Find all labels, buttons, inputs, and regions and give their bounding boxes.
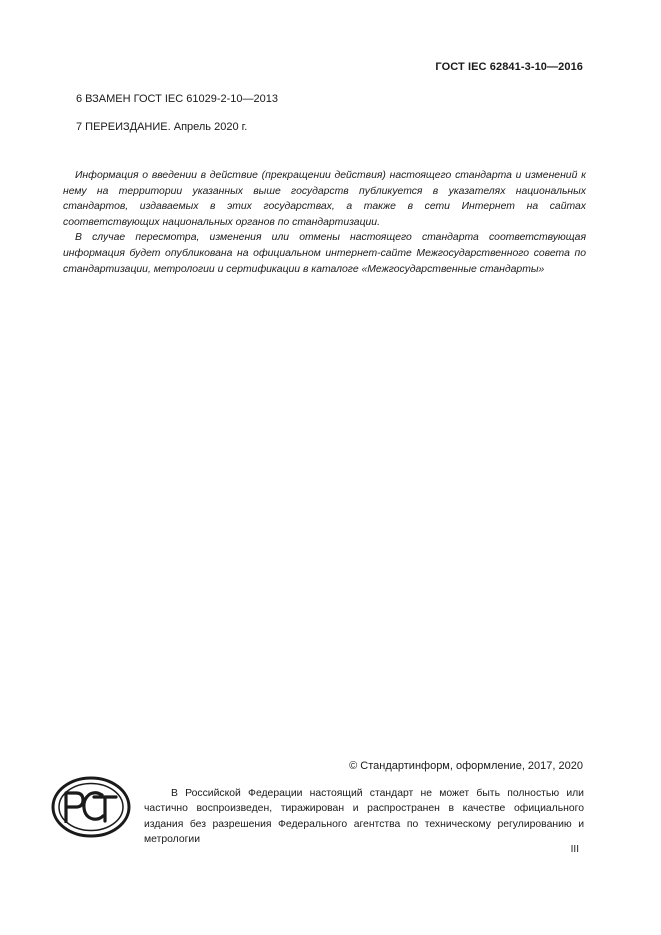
copyright-line: © Стандартинформ, оформление, 2017, 2020: [349, 760, 583, 772]
rights-paragraph: В Российской Федерации настоящий стандарт не может быть полностью или частично воспроизведен, тиражирован и распространен в качестве официального издания без разрешения Федерального агентства по техническому регулированию и метрологии: [144, 788, 584, 846]
notice-paragraph-1: Информация о введении в действие (прекращении действия) настоящего стандарта и изменений к нему на территории указанных выше государств публикуется в указателях национальных стандартов, издаваемых в этих государствах, а также в сети Интернет на сайтах соответствующих национальных органов по стандартизации.: [63, 170, 586, 228]
item-replaces: 6 ВЗАМЕН ГОСТ IEC 61029-2-10—2013: [76, 93, 279, 105]
page-number: III: [570, 844, 579, 855]
reproduction-rights-notice: [144, 786, 584, 848]
item-reissue: 7 ПЕРЕИЗДАНИЕ. Апрель 2020 г.: [76, 121, 248, 133]
standard-notice: [63, 168, 586, 277]
notice-paragraph-2: В случае пересмотра, изменения или отмены настоящего стандарта соответствующая информация будет опубликована на официальном интернет-сайте Межгосударственного совета по стандартизации, метрологии и сертификации в каталоге «Межгосударственные стандарты»: [63, 232, 586, 275]
rst-logo-icon: [50, 775, 132, 839]
document-code: ГОСТ IEC 62841-3-10—2016: [435, 61, 583, 73]
